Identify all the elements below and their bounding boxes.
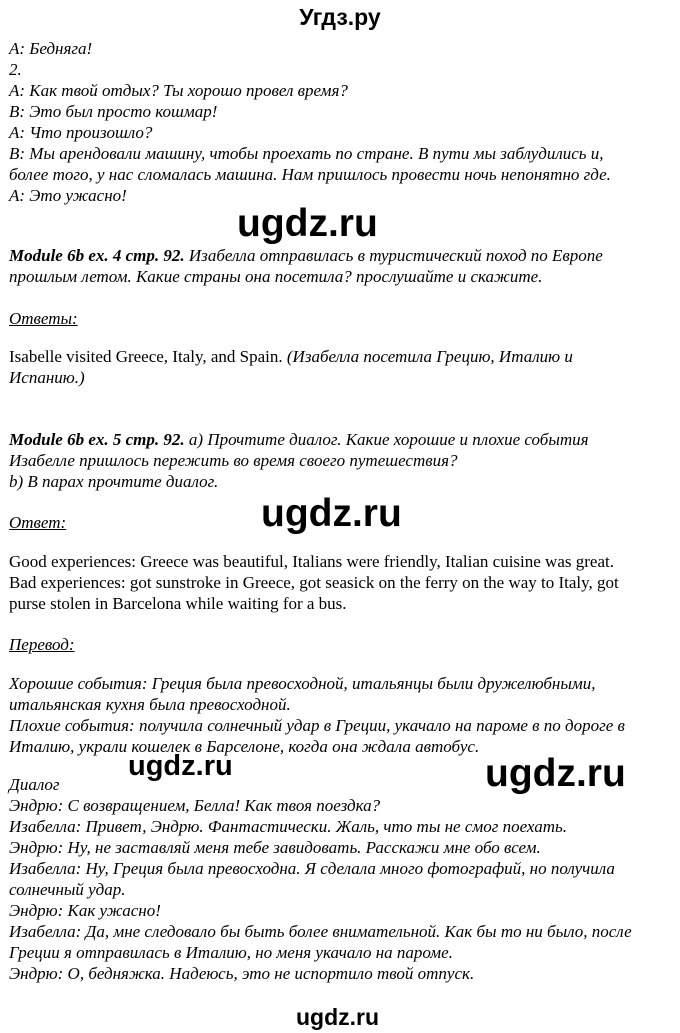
dialogue-line: В: Это был просто кошмар! [9, 102, 218, 121]
translation-heading: Перевод: [9, 635, 75, 654]
watermark: ugdz.ru [237, 202, 378, 245]
answer-heading: Ответ: [9, 513, 67, 532]
dialogue-line: солнечный удар. [9, 880, 126, 899]
answer-ex5-line: Good experiences: Greece was beautiful, Italians were friendly, Italian cuisine was great. [9, 552, 614, 571]
dialogue-line: В: Мы арендовали машину, чтобы проехать по стране. В пути мы заблудились и, [9, 144, 604, 163]
task-ex5-line: Изабелле пришлось пережить во время своего путешествия? [9, 451, 458, 470]
task-ex4-ref: Module 6b ex. 4 стр. 92. [9, 246, 185, 265]
answer-ex5-line: purse stolen in Barcelona while waiting for a bus. [9, 594, 347, 613]
translation-line: Плохие события: получила солнечный удар в Греции, укачало на пароме в по дороге в [9, 716, 625, 735]
watermark: ugdz.ru [485, 752, 626, 795]
site-title: Угдз.ру [299, 4, 381, 30]
translation-line: Италию, украли кошелек в Барселоне, когда она ждала автобус. [9, 737, 480, 756]
answer-ex5-line: Bad experiences: got sunstroke in Greece, got seasick on the ferry on the way to Italy, got [9, 573, 619, 592]
dialogue-line: А: Что произошло? [9, 123, 153, 142]
dialogue-line: А: Это ужасно! [9, 186, 127, 205]
dialogue-line: А: Бедняга! [9, 39, 93, 58]
answer-ex4-ru-cont: Испанию.) [9, 368, 85, 387]
answer-ex4-en: Isabelle visited Greece, Italy, and Spain. [9, 347, 283, 366]
translation-line: Хорошие события: Греция была превосходной, итальянцы были дружелюбными, [9, 674, 596, 693]
dialogue-line: Эндрю: С возвращением, Белла! Как твоя поездка? [9, 796, 381, 815]
task-ex4-text: Изабелла отправилась в туристический поход по Европе [184, 246, 603, 265]
task-ex5-line [9, 429, 589, 450]
task-ex5-line: b) В парах прочтите диалог. [9, 472, 219, 491]
dialogue-line: Изабелла: Привет, Эндрю. Фантастически. Жаль, что ты не смог поехать. [9, 817, 568, 836]
dialogue-line: Изабелла: Да, мне следовало бы быть более внимательной. Как бы то ни было, после [9, 922, 632, 941]
dialogue-line: Эндрю: О, бедняжка. Надеюсь, это не испортило твой отпуск. [9, 964, 475, 983]
task-ex5-text: а) Прочтите диалог. Какие хорошие и плохие события [184, 430, 589, 449]
watermark: ugdz.ru [261, 492, 402, 535]
answer-ex4-line [9, 346, 573, 367]
dialogue-line: более того, у нас сломалась машина. Нам пришлось провести ночь непонятно где. [9, 165, 611, 184]
dialogue-heading: Диалог [9, 775, 60, 794]
answers-heading: Ответы: [9, 309, 78, 328]
translation-line: итальянская кухня была превосходной. [9, 695, 291, 714]
dialogue-number: 2. [9, 60, 22, 79]
task-ex4-line: прошлым летом. Какие страны она посетила? прослушайте и скажите. [9, 267, 543, 286]
dialogue-line: Эндрю: Как ужасно! [9, 901, 161, 920]
dialogue-line: Изабелла: Ну, Греция была превосходна. Я сделала много фотографий, но получила [9, 859, 615, 878]
watermark: ugdz.ru [296, 1004, 380, 1030]
dialogue-line: Эндрю: Ну, не заставляй меня тебе завидовать. Расскажи мне обо всем. [9, 838, 541, 857]
dialogue-line: А: Как твой отдых? Ты хорошо провел время? [9, 81, 348, 100]
task-ex5-ref: Module 6b ex. 5 стр. 92. [9, 430, 185, 449]
answer-ex4-ru: (Изабелла посетила Грецию, Италию и [282, 347, 573, 366]
task-ex4-line [9, 245, 603, 266]
dialogue-line: Греции я отправилась в Италию, но меня укачало на пароме. [9, 943, 453, 962]
watermark: ugdz.ru [128, 750, 233, 782]
